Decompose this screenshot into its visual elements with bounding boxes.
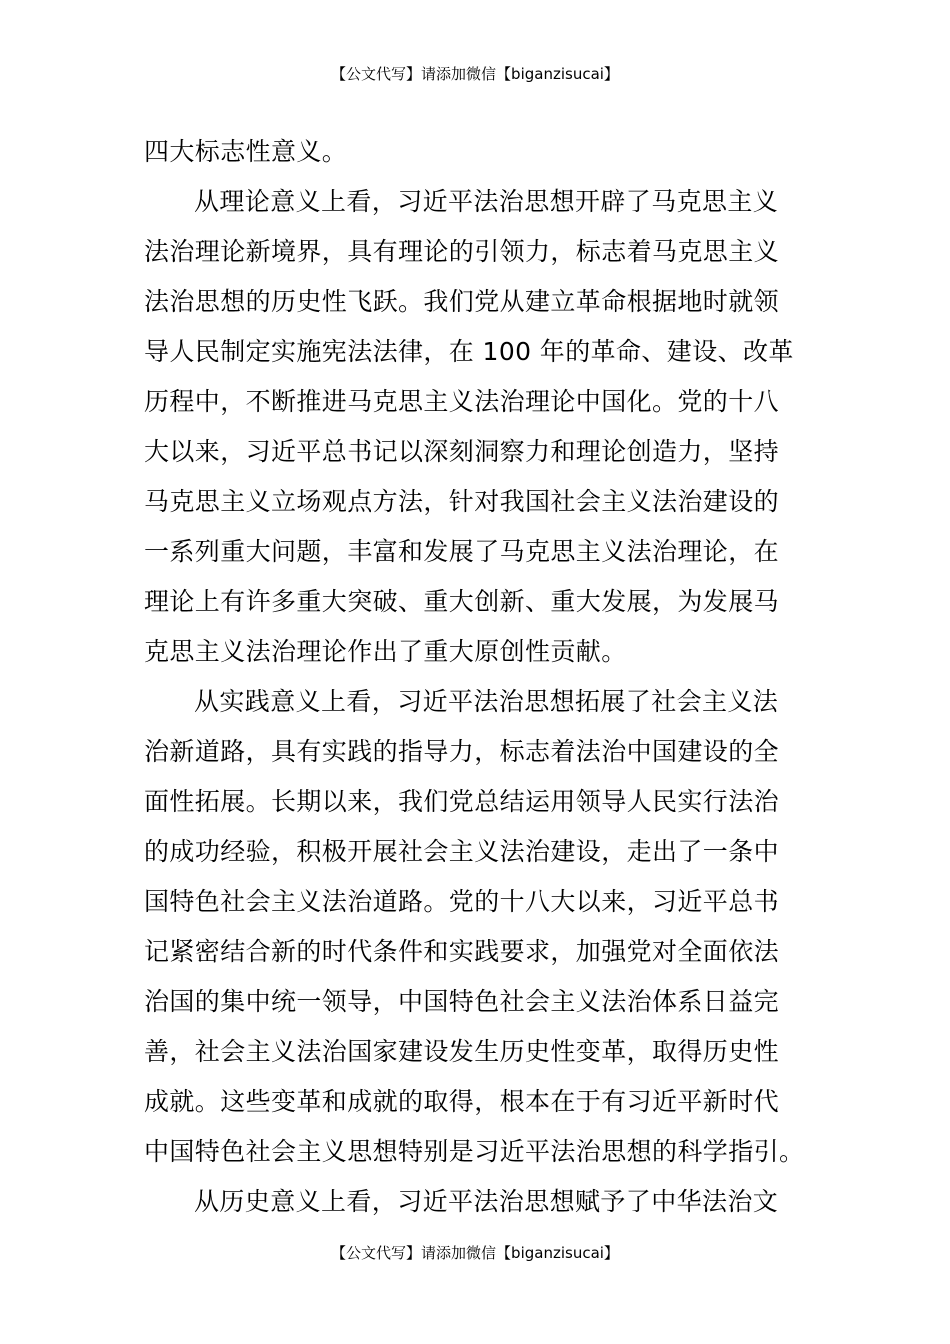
text-line: 克思主义法治理论作出了重大原创性贡献。 [144,637,627,666]
text-line: 国特色社会主义法治道路。党的十八大以来，习近平总书 [144,887,780,916]
text-line: 一系列重大问题，丰富和发展了马克思主义法治理论，在 [144,537,780,566]
text-line: 大以来，习近平总书记以深刻洞察力和理论创造力，坚持 [144,437,780,466]
text-line: 马克思主义立场观点方法，针对我国社会主义法治建设的 [144,487,780,516]
text-line: 历程中，不断推进马克思主义法治理论中国化。党的十八 [144,387,780,416]
page-footer: 【公文代写】请添加微信【biganzisucai】 [331,1244,619,1262]
page-header: 【公文代写】请添加微信【biganzisucai】 [331,65,619,83]
paragraph-start-line: 从理论意义上看，习近平法治思想开辟了马克思主义 [194,187,779,216]
text-line: 中国特色社会主义思想特别是习近平法治思想的科学指引。 [144,1137,805,1166]
text-line: 面性拓展。长期以来，我们党总结运用领导人民实行法治 [144,787,780,816]
document-body [144,127,808,1227]
text-line: 善，社会主义法治国家建设发生历史性变革，取得历史性 [144,1037,780,1066]
text-line: 理论上有许多重大突破、重大创新、重大发展，为发展马 [144,587,780,616]
text-line: 导人民制定实施宪法法律，在 100 年的革命、建设、改革 [144,337,794,366]
text-line: 治国的集中统一领导，中国特色社会主义法治体系日益完 [144,987,780,1016]
text-line: 法治理论新境界，具有理论的引领力，标志着马克思主义 [144,237,780,266]
text-line: 记紧密结合新的时代条件和实践要求，加强党对全面依法 [144,937,780,966]
paragraph-start-line: 从实践意义上看，习近平法治思想拓展了社会主义法 [194,687,779,716]
text-line: 四大标志性意义。 [144,137,348,166]
text-line: 的成功经验，积极开展社会主义法治建设，走出了一条中 [144,837,780,866]
text-line: 法治思想的历史性飞跃。我们党从建立革命根据地时就领 [144,287,780,316]
text-line: 成就。这些变革和成就的取得，根本在于有习近平新时代 [144,1087,780,1116]
text-line: 治新道路，具有实践的指导力，标志着法治中国建设的全 [144,737,780,766]
paragraph-start-line: 从历史意义上看，习近平法治思想赋予了中华法治文 [194,1187,779,1216]
